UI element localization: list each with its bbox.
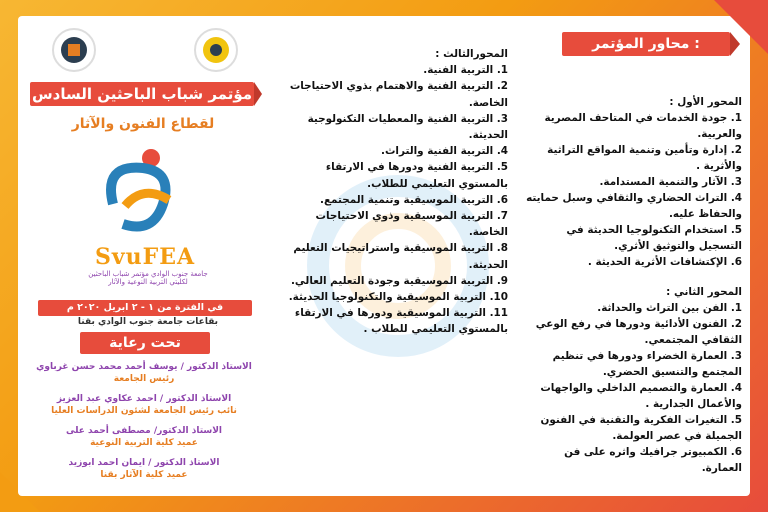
axis1-item: 4. التراث الحضاري والثقافي وسبل حمايته والحفاظ عليه. — [526, 192, 742, 220]
axis3-item: 2. التربية الفنية والاهتمام بذوي الاحتياجات الخاصة. — [289, 80, 508, 109]
axis1-heading: المحور الأول : — [669, 96, 742, 108]
conference-period: في الفترة من ١ - ٢ ابريل ٢٠٢٠ م — [38, 300, 252, 316]
axis3-item: 9. التربية الموسيقية وجودة التعليم العالي. — [290, 274, 508, 287]
axis2-item: 1. الفن بين التراث والحداثة. — [597, 302, 742, 314]
axis3-item: 4. التربية الفنية والتراث. — [381, 145, 508, 158]
conference-venue: بقاعات جامعة جنوب الوادي بقنا — [77, 317, 219, 327]
axis1-item: 2. إدارة وتأمين وتنمية المواقع التراثية والأثرية . — [547, 144, 742, 172]
brand-subtitle: جامعة جنوب الوادي مؤتمر شباب الباحثين لكليتي التربية النوعية والآثار — [88, 270, 208, 286]
patron-name: الاستاذ الدكتور / يوسف أحمد محمد حسن غرباوي — [36, 362, 252, 372]
axis3-column — [288, 46, 508, 338]
axis2-item: 6. الكمبيوتر جرافيك واثره على فن العمارة. — [564, 446, 742, 474]
axes-title: محاور المؤتمر : — [562, 32, 730, 56]
axis3-item: 8. التربية الموسيقية واستراتيجيات التعليم الحديثة. — [293, 242, 508, 271]
spacer — [524, 270, 742, 284]
patron-item — [26, 457, 262, 481]
axis3-item: 10. التربية الموسيقية والتكنولوجيا الحديثة. — [288, 291, 508, 304]
left-panel — [18, 16, 268, 496]
patron-title: نائب رئيس الجامعة لشئون الدراسات العليا — [51, 406, 237, 416]
sector-title: لقطاع الفنون والآثار — [71, 116, 215, 132]
axis3-item: 3. التربية الفنية والمعطيات التكنولوجية الحديثة. — [307, 112, 508, 142]
axis2-item: 2. الفنون الأدائية ودورها في رفع الوعي الثقافي المجتمعي. — [535, 318, 742, 346]
patron-title: عميد كلية التربية النوعية — [90, 438, 198, 448]
axis1-item: 5. استخدام التكنولوجيا الحديثة في التسجيل والتوثيق الأثري. — [566, 224, 742, 252]
patron-title: عميد كلية الآثار بقنا — [100, 470, 188, 480]
axis2-item: 3. العمارة الخضراء ودورها في تنظيم المجتمع والتنسيق الحضري. — [552, 350, 742, 378]
conference-title: مؤتمر شباب الباحثين السادس — [30, 82, 254, 106]
patron-title: رئيس الجامعة — [113, 374, 175, 384]
patron-name: الاستاذ الدكتور / ايمان احمد ابوزيد — [68, 458, 220, 468]
university-seal-icon — [52, 28, 96, 72]
patron-item — [26, 393, 262, 417]
axis2-item: 5. التغيرات الفكرية والتقنية في الفنون الجميلة في عصر العولمة. — [540, 414, 742, 442]
poster-panel — [18, 16, 750, 496]
patron-name: الاستاذ الدكتور/ مصطفى أحمد على — [65, 426, 223, 436]
brand-name: SvuFEA — [94, 244, 196, 270]
axis2-item: 4. العمارة والتصميم الداخلي والواجهات والأعمال الجدارية . — [540, 382, 742, 410]
axis1-item: 6. الإكتشافات الأثرية الحديثة . — [587, 256, 742, 268]
patron-name: الاستاذ الدكتور / احمد عكاوي عبد العزيز — [56, 394, 232, 404]
axis3-item: 5. التربية الفنية ودورها في الارتقاء بالمستوي التعليمي للطلاب. — [325, 161, 508, 190]
axis1-item: 1. جودة الخدمات في المتاحف المصرية والعربية. — [544, 112, 742, 140]
axis3-heading: المحورالثالث : — [435, 48, 508, 60]
patron-item — [26, 361, 262, 385]
axes-column — [524, 94, 742, 476]
patronage-banner: تحت رعاية — [80, 332, 210, 354]
axis3-item: 6. التربية الموسيقية وتنمية المجتمع. — [320, 193, 508, 206]
faculty-logo-icon — [194, 28, 238, 72]
axis3-item: 7. التربية الموسيقية وذوي الاحتياجات الخاصة. — [315, 210, 508, 239]
axis3-item: 1. التربية الفنية. — [423, 64, 508, 77]
axis3-item: 11. التربية الموسيقية ودورها في الارتقاء بالمستوي التعليمي للطلاب . — [294, 307, 508, 336]
axis1-item: 3. الآثار والتنمية المستدامة. — [599, 176, 742, 188]
patron-item — [26, 425, 262, 449]
axis2-heading: المحور الثاني : — [666, 286, 742, 298]
svufea-logo-icon — [103, 144, 183, 244]
corner-decoration — [704, 0, 768, 60]
